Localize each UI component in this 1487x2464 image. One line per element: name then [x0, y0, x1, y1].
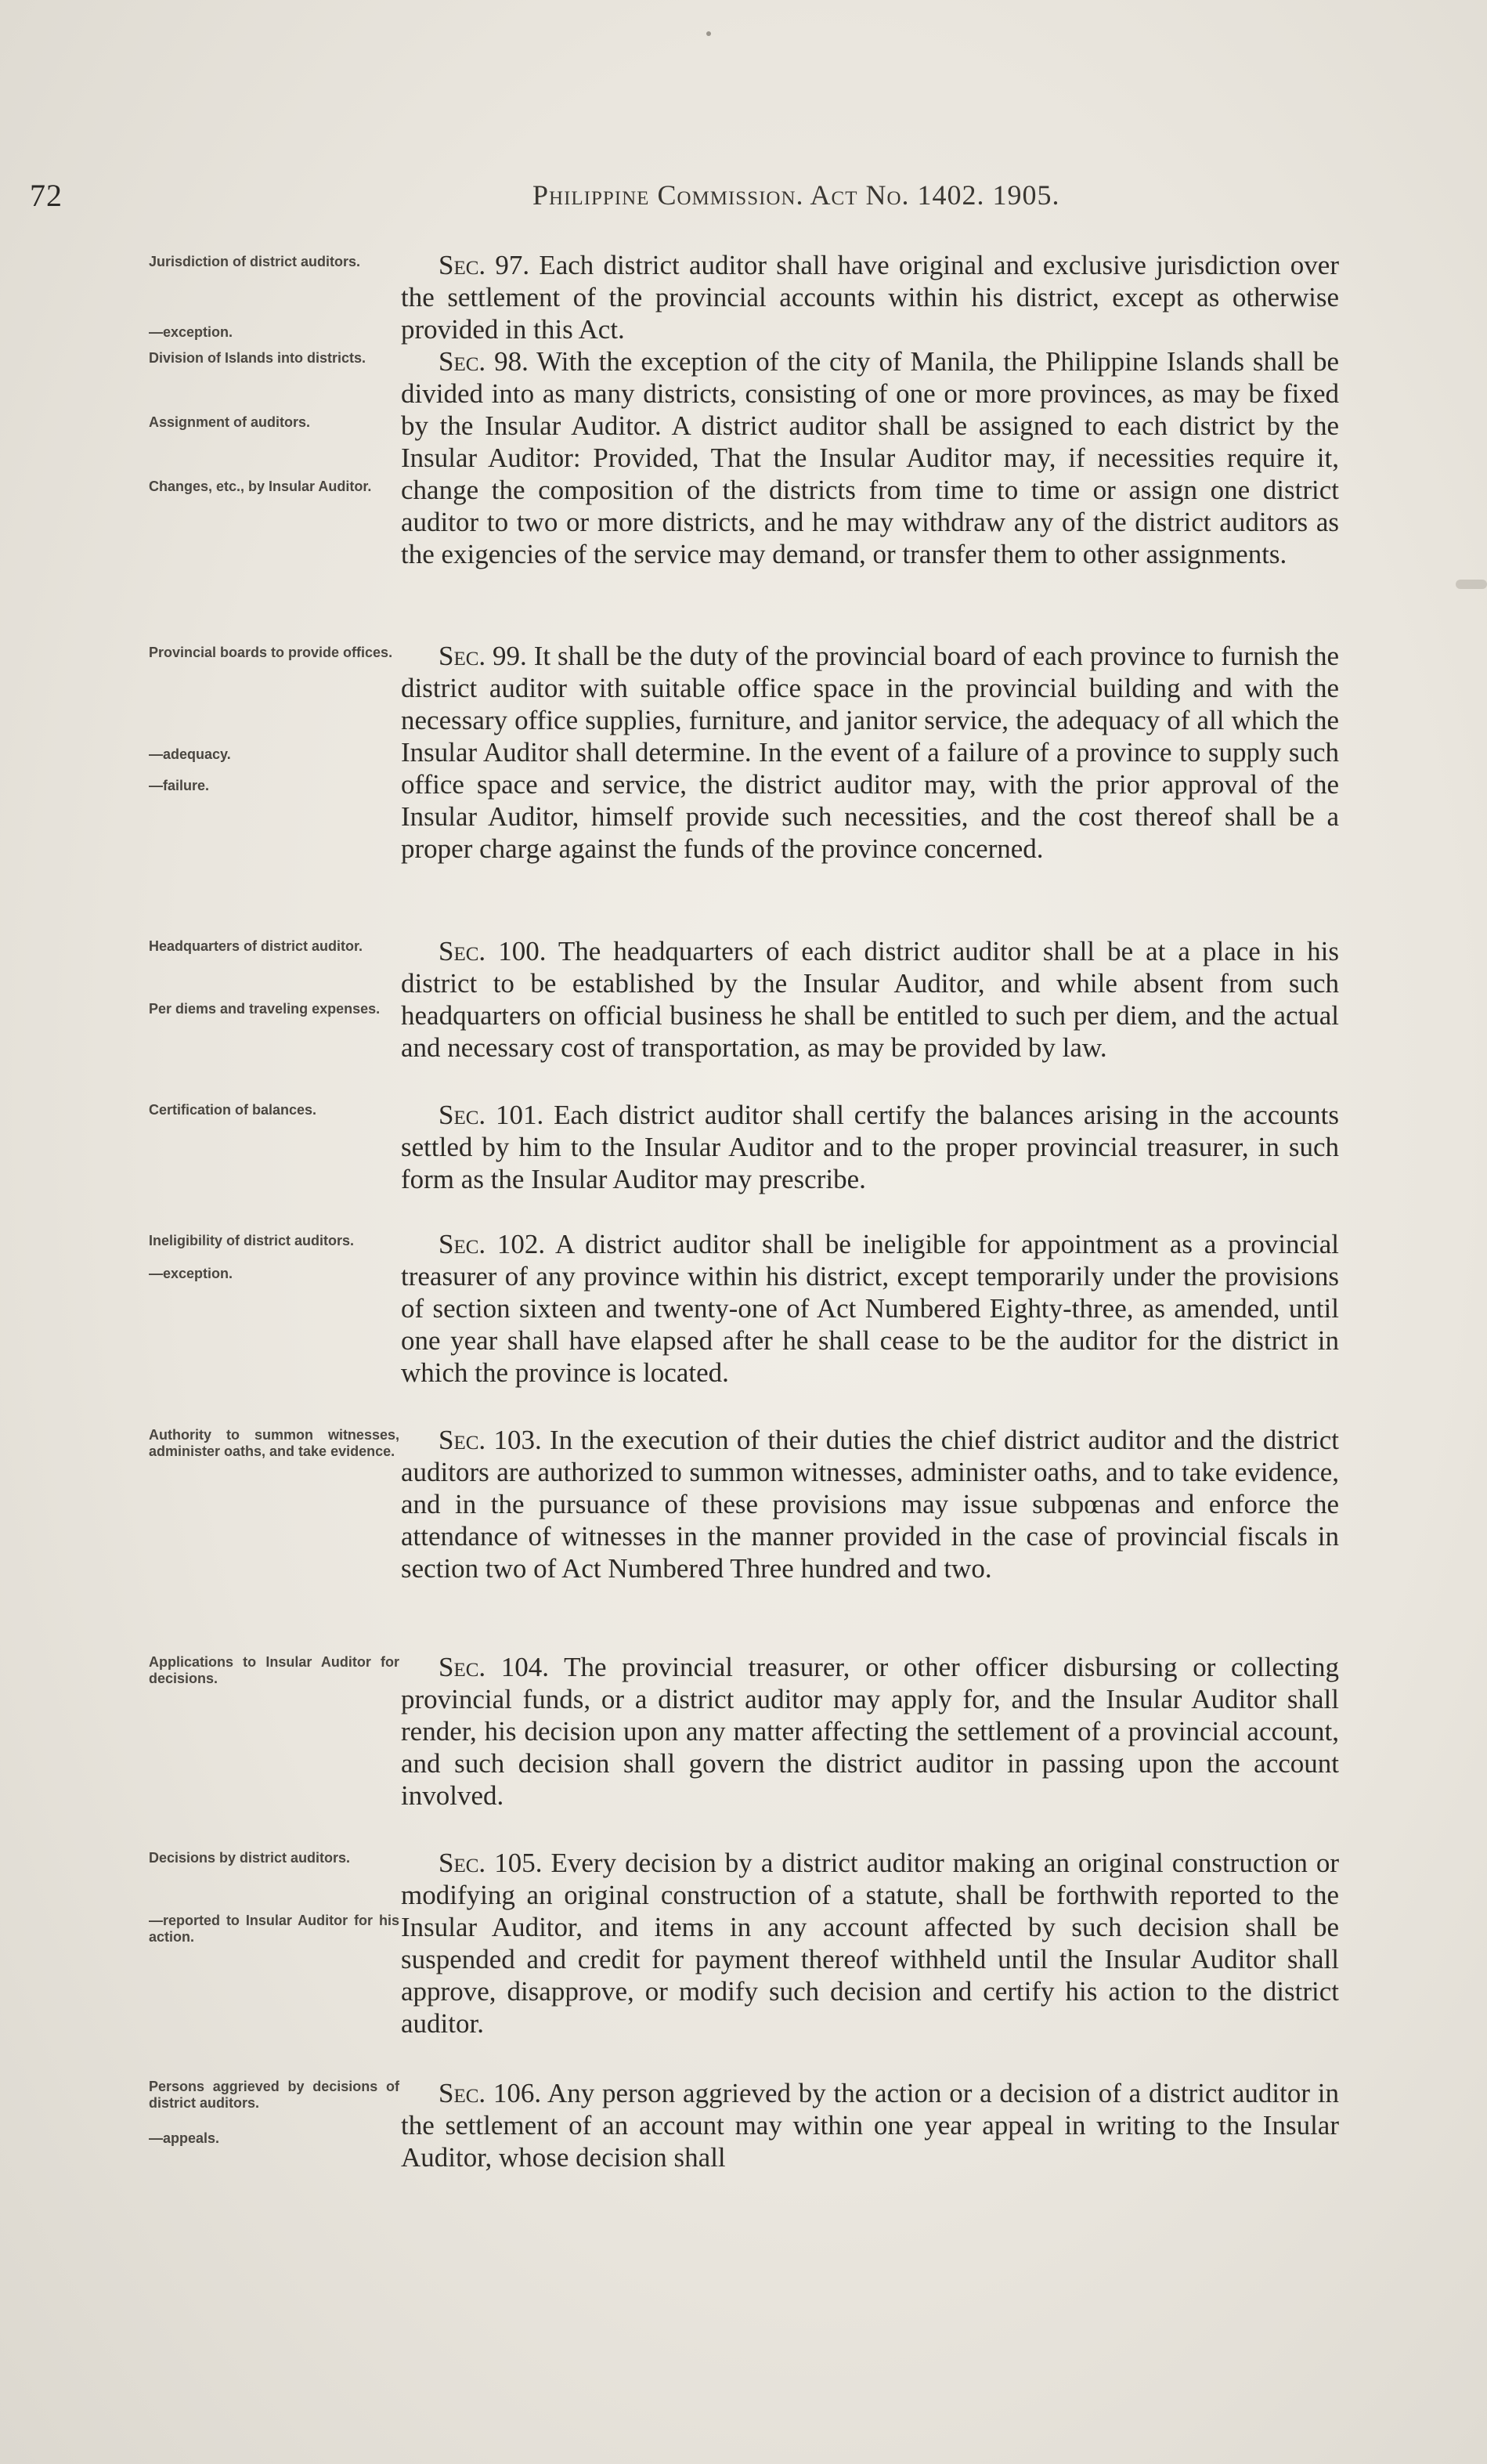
marginal-note: Per diems and traveling expenses. [149, 1001, 381, 1017]
section-label: Sec. 101. [439, 1100, 544, 1130]
section-label: Sec. 105. [439, 1848, 543, 1878]
section-paragraph [401, 935, 1339, 1064]
marginal-note: Persons aggrieved by decisions of district auditors. [149, 2079, 399, 2111]
section-text: It shall be the duty of the provincial board of each province to furnish the district auditor with suitable office space in the provincial building and with the necessary office supplies, furniture, and janitor service, the adequacy of all which the Insular Auditor shall determine. In the event of a failure of a province to supply such office space and service, the district auditor may, with the prior approval of the Insular Auditor, himself provide such necessities, and the cost thereof shall be a proper charge against the funds of the province concerned. [401, 641, 1339, 864]
section-text: With the exception of the city of Manila, the Philippine Islands shall be divided into as many districts, consisting of one or more provinces, as may be fixed by the Insular Auditor. A district auditor shall be assigned to each district by the Insular Auditor: Provided, That the Insular Auditor may, if necessities require it, change the composition of the districts from time to time or assign one district auditor to two or more districts, and he may withdraw any of the district auditors as the exigencies of the service may demand, or transfer them to other assignments. [401, 346, 1339, 569]
section-paragraph [401, 1228, 1339, 1389]
section-label: Sec. 102. [439, 1229, 546, 1259]
marginal-note: —adequacy. [149, 746, 231, 762]
section-text: The headquarters of each district auditor shall be at a place in his district to be established by the Insular Auditor, and while absent from such headquarters on official business he shall be entitled to such per diem, and the actual and necessary cost of transportation, as may be provided by law. [401, 936, 1339, 1063]
section-paragraph [401, 1651, 1339, 1812]
marginal-note: —reported to Insular Auditor for his action. [149, 1913, 399, 1945]
marginal-note: Decisions by district auditors. [149, 1850, 351, 1866]
section-text: Each district auditor shall certify the balances arising in the accounts settled by him to the Insular Auditor and to the proper provincial treasurer, in such form as the Insular Auditor may prescribe. [401, 1100, 1339, 1194]
marginal-note: Headquarters of district auditor. [149, 938, 363, 954]
section-paragraph [401, 1099, 1339, 1195]
section-paragraph [401, 345, 1339, 570]
marginal-note: Certification of balances. [149, 1102, 317, 1118]
paper-speck [706, 31, 711, 36]
section-text: The provincial treasurer, or other officer disbursing or collecting provincial funds, or a district auditor may apply for, and the Insular Auditor shall render, his decision upon any matter affecting the settlement of a provincial account, and such decision shall govern the district auditor in passing upon the account involved. [401, 1652, 1339, 1811]
marginal-note: —exception. [149, 324, 233, 340]
section-paragraph [401, 1424, 1339, 1584]
marginal-note: Authority to summon witnesses, administer oaths, and take evidence. [149, 1427, 399, 1459]
page-number: 72 [30, 178, 63, 213]
marginal-note: Ineligibility of district auditors. [149, 1233, 355, 1248]
marginal-note: Provincial boards to provide offices. [149, 645, 393, 660]
section-label: Sec. 104. [439, 1652, 550, 1682]
marginal-note: Division of Islands into districts. [149, 350, 366, 366]
section-label: Sec. 98. [439, 346, 529, 377]
marginal-note: Assignment of auditors. [149, 414, 311, 430]
section-text: Each district auditor shall have original and exclusive jurisdiction over the settlement of the provincial accounts within his district, except as otherwise provided in this Act. [401, 250, 1339, 345]
marginal-note: Jurisdiction of district auditors. [149, 254, 361, 269]
marginal-note: —appeals. [149, 2130, 220, 2146]
section-paragraph [401, 1847, 1339, 2039]
section-label: Sec. 103. [439, 1425, 542, 1455]
marginal-note: Applications to Insular Auditor for decisions. [149, 1654, 399, 1686]
section-label: Sec. 100. [439, 936, 547, 966]
section-text: Any person aggrieved by the action or a decision of a district auditor in the settlement of an account may within one year appeal in writing to the Insular Auditor, whose decision shall [401, 2078, 1339, 2173]
section-label: Sec. 97. [439, 250, 530, 280]
section-label: Sec. 106. [439, 2078, 542, 2108]
marginal-note: —exception. [149, 1266, 233, 1281]
section-text: A district auditor shall be ineligible for appointment as a provincial treasurer of any province within his district, except temporarily under the provisions of section sixteen and twenty-one of Act Numbered Eighty-three, as amended, until one year shall have elapsed after he shall cease to be the auditor for the district in which the province is located. [401, 1229, 1339, 1388]
paper-smudge [1456, 580, 1487, 589]
section-paragraph [401, 640, 1339, 865]
section-paragraph [401, 249, 1339, 345]
section-paragraph [401, 2077, 1339, 2173]
section-text: In the execution of their duties the chief district auditor and the district auditors are authorized to summon witnesses, administer oaths, and to take evidence, and in the pursuance of these provisions may issue subpœnas and enforce the attendance of witnesses in the manner provided in the case of provincial fiscals in section two of Act Numbered Three hundred and two. [401, 1425, 1339, 1584]
marginal-note: Changes, etc., by Insular Auditor. [149, 479, 372, 494]
section-label: Sec. 99. [439, 641, 527, 671]
running-head: Philippine Commission. Act No. 1402. 1905. [532, 179, 1060, 211]
marginal-note: —failure. [149, 778, 210, 793]
section-text: Every decision by a district auditor making an original construction or modifying an original construction of a statute, shall be forthwith reported to the Insular Auditor, and items in any account affected by such decision shall be suspended and credit for payment thereof withheld until the Insular Auditor shall approve, disapprove, or modify such decision and certify his action to the district auditor. [401, 1848, 1340, 2039]
